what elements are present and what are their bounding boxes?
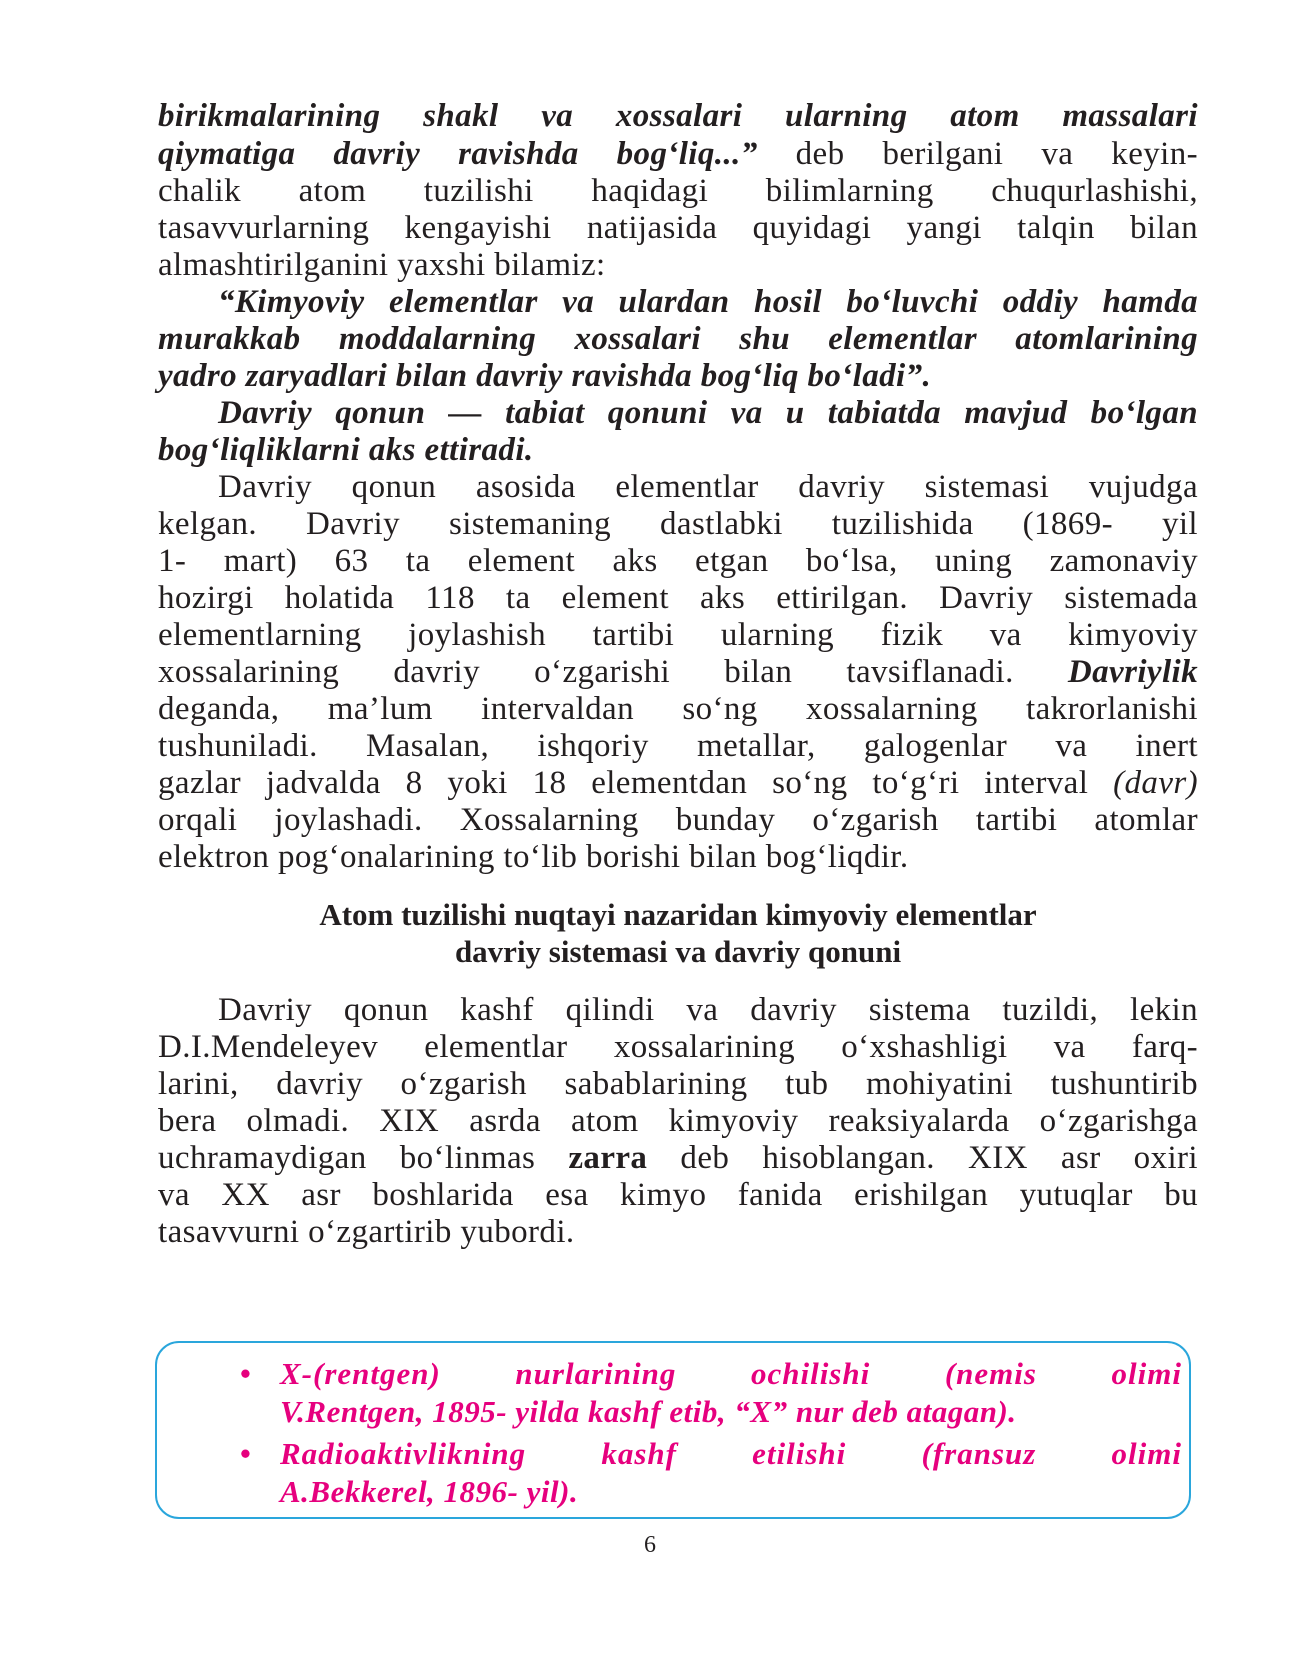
box-item-2-line-1: Radioaktivlikning kashf etilishi (fransuz olimi xyxy=(280,1436,1182,1471)
paragraph-2-line-10: orqali joylashadi. Xossalarning bunday o‘zgarish tartibi atomlar xyxy=(158,802,1198,838)
bullet-icon: • xyxy=(240,1356,251,1391)
box-item-1-line-1: X-(rentgen) nurlarining ochilishi (nemis olimi xyxy=(280,1356,1182,1391)
section-heading-line-1: Atom tuzilishi nuqtayi nazaridan kimyoviy elementlar xyxy=(319,897,1037,932)
paragraph-2-text-fragment: xossalarining davriy o‘zgarishi bilan tavsiflanadi. xyxy=(158,654,1068,690)
paragraph-1-line-2 xyxy=(158,134,1198,174)
paragraph-1-line-5: almashtirilganini yaxshi bilamiz: xyxy=(158,247,606,283)
paragraph-2-line-4: hozirgi holatida 118 ta element aks ettirilgan. Davriy sistemada xyxy=(158,580,1198,616)
term-zarra: zarra xyxy=(568,1140,648,1176)
quote-line-2: murakkab moddalarning xossalari shu elementlar atomlarining xyxy=(158,321,1198,357)
paragraph-1-line-3: chalik atom tuzilishi haqidagi bilimlarning chuqurlashishi, xyxy=(158,173,1198,209)
page-number: 6 xyxy=(644,1532,656,1558)
law-line-2: bog‘liqliklarni aks ettiradi. xyxy=(158,432,534,468)
section-heading-line-2: davriy sistemasi va davriy qonuni xyxy=(454,934,902,969)
paragraph-2-line-8: tushuniladi. Masalan, ishqoriy metallar, galogenlar va inert xyxy=(158,728,1198,764)
paragraph-2-line-11: elektron pog‘onalarining to‘lib borishi bilan bog‘liqdir. xyxy=(158,839,909,875)
paragraph-3-line-3: larini, davriy o‘zgarish sabablarining tub mohiyatini tushuntirib xyxy=(158,1066,1198,1102)
box-item-1-line-2: V.Rentgen, 1895- yilda kashf etib, “X” nur deb atagan). xyxy=(280,1394,1017,1429)
paragraph-3-line-6: va XX asr boshlarida esa kimyo fanida erishilgan yutuqlar bu xyxy=(158,1177,1198,1213)
paragraph-1-text-fragment: deb berilgani va keyin- xyxy=(757,136,1198,172)
quote-line-3: yadro zaryadlari bilan davriy ravishda bog‘liq bo‘ladi”. xyxy=(158,358,932,394)
paragraph-3-line-5 xyxy=(158,1138,1198,1178)
law-line-1: Davriy qonun — tabiat qonuni va u tabiatda mavjud bo‘lgan xyxy=(218,395,1198,431)
term-davr: (davr) xyxy=(1113,765,1198,801)
bullet-icon: • xyxy=(240,1436,251,1471)
paragraph-3-text-fragment: uchramaydigan bo‘linmas xyxy=(158,1140,569,1176)
paragraph-1-line-1: birikmalarining shakl va xossalari ularning atom massalari xyxy=(158,98,1198,134)
paragraph-3-line-4: bera olmadi. XIX asrda atom kimyoviy reaksiyalarda o‘zgarishga xyxy=(158,1103,1198,1139)
paragraph-2-line-1: Davriy qonun asosida elementlar davriy sistemasi vujudga xyxy=(218,469,1198,505)
paragraph-2-text-fragment: gazlar jadvalda 8 yoki 18 elementdan so‘ng to‘g‘ri interval xyxy=(158,765,1114,801)
term-davriylik: Davriylik xyxy=(1067,654,1198,690)
paragraph-3-text-fragment: deb hisoblangan. XIX asr oxiri xyxy=(647,1140,1198,1176)
paragraph-2-line-7: deganda, ma’lum intervaldan so‘ng xossalarning takrorlanishi xyxy=(158,691,1198,727)
paragraph-3-line-7: tasavvurni o‘zgartirib yubordi. xyxy=(158,1214,575,1250)
paragraph-2-line-9 xyxy=(158,763,1198,803)
paragraph-2-line-3: 1- mart) 63 ta element aks etgan bo‘lsa, uning zamonaviy xyxy=(158,543,1198,579)
paragraph-1-bold-fragment: qiymatiga davriy ravishda bog‘liq...” xyxy=(158,136,758,172)
paragraph-3-line-2: D.I.Mendeleyev elementlar xossalarining o‘xshashligi va farq- xyxy=(158,1029,1198,1065)
paragraph-3-line-1: Davriy qonun kashf qilindi va davriy sistema tuzildi, lekin xyxy=(218,992,1198,1028)
quote-line-1: “Kimyoviy elementlar va ulardan hosil bo‘luvchi oddiy hamda xyxy=(218,284,1198,320)
box-item-2-line-2: A.Bekkerel, 1896- yil). xyxy=(280,1474,579,1509)
paragraph-1-line-4: tasavvurlarning kengayishi natijasida quyidagi yangi talqin bilan xyxy=(158,210,1198,246)
paragraph-2-line-5: elementlarning joylashish tartibi ularning fizik va kimyoviy xyxy=(158,617,1198,653)
paragraph-2-line-6 xyxy=(158,652,1198,692)
paragraph-2-line-2: kelgan. Davriy sistemaning dastlabki tuzilishida (1869- yil xyxy=(158,506,1198,542)
